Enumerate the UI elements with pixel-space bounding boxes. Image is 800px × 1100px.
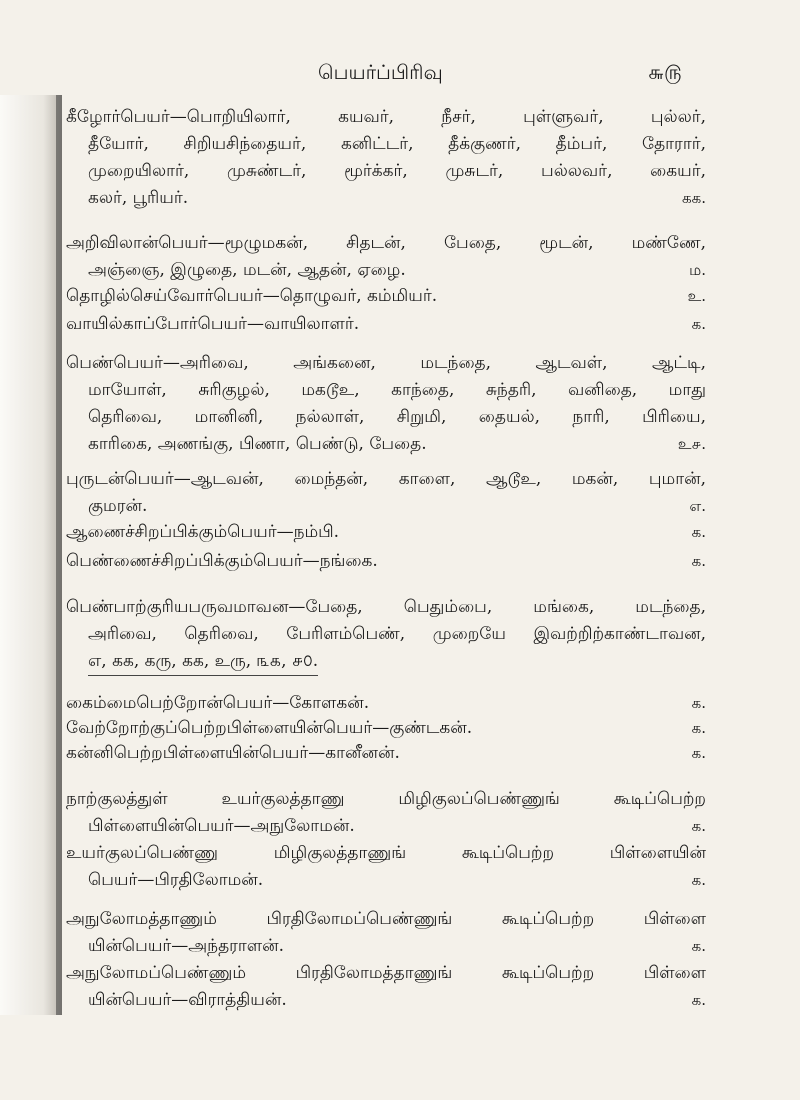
entry-line: பெயர்—பிரதிலோமன். (88, 870, 264, 890)
entry-line: அஞ்ஞை, இழுதை, மடன், ஆதன், ஏழை. (88, 260, 406, 280)
verse-number: க. (691, 817, 706, 835)
entry-guard-names (66, 311, 706, 338)
verse-number: க. (691, 991, 706, 1009)
verse-number: உ. (687, 287, 706, 305)
entry-line: பிள்ளையின்பெயர்—அநுலோமன். (88, 816, 355, 836)
verse-number: க. (691, 315, 706, 333)
verse-number: க. (691, 694, 706, 712)
entry-line: உயர்குலப்பெண்ணு மிழிகுலத்தாணுங் கூடிப்பெற்ற பிள்ளையின் (66, 843, 706, 863)
entry-other-man-son (66, 715, 706, 742)
entry-line: வேற்றோற்குப்பெற்றபிள்ளையின்பெயர்—குண்டகன். (66, 718, 473, 738)
entry-line: தீயோர், சிறியசிந்தையர், கனிட்டர், தீக்குணர், தீம்பர், தோரார், (88, 134, 706, 154)
entry-line: பெண்பெயர்—அரிவை, அங்கனை, மடந்தை, ஆடவள், ஆட்டி, (66, 353, 706, 373)
entry-workers-names (66, 283, 706, 310)
entry-vratya (66, 960, 706, 1014)
entry-line: அநுலோமப்பெண்ணும் பிரதிலோமத்தாணுங் கூடிப்பெற்ற பிள்ளை (66, 963, 706, 983)
entry-lowly-names (66, 104, 706, 212)
page-header (0, 60, 800, 90)
entry-line: கலர், பூரியர். (88, 188, 189, 208)
entry-line: யின்பெயர்—அந்தராளன். (88, 936, 285, 956)
verse-number: க. (691, 552, 706, 570)
entry-female-ages (66, 594, 706, 676)
entry-honored-woman (66, 548, 706, 575)
entry-line: வாயில்காப்போர்பெயர்—வாயிலாளர். (66, 314, 360, 334)
verse-number: க. (691, 719, 706, 737)
entry-line: ஆணைச்சிறப்பிக்கும்பெயர்—நம்பி. (66, 522, 340, 542)
entry-line: தொழில்செய்வோர்பெயர்—தொழுவர், கம்மியர். (66, 286, 438, 306)
page-number: ௬௫ (648, 60, 682, 84)
entry-line: அநுலோமத்தாணும் பிரதிலோமப்பெண்ணுங் கூடிப்பெற்ற பிள்ளை (66, 909, 706, 929)
entry-line: மாயோள், சுரிகுழல், மகடூஉ, காந்தை, சுந்தரி, வனிதை, மாது (88, 380, 706, 400)
verse-number: க. (691, 937, 706, 955)
entry-line: நாற்குலத்துள் உயர்குலத்தாணு மிழிகுலப்பெண்ணுங் கூடிப்பெற்ற (66, 789, 706, 809)
entry-line: புருடன்பெயர்—ஆடவன், மைந்தன், காளை, ஆடூஉ, மகன், புமான், (66, 469, 706, 489)
verse-number: க. (691, 523, 706, 541)
verse-number: ம. (689, 261, 706, 279)
entry-line: அரிவை, தெரிவை, பேரிளம்பெண், முறையே இவற்றிற்காண்டாவன, (88, 624, 706, 644)
entry-line: முறையிலார், முசுண்டர், மூர்க்கர், முசுடர், பல்லவர், கையர், (88, 161, 706, 181)
binding-shadow (0, 95, 62, 1015)
entry-line (66, 648, 706, 676)
verse-number: எ. (689, 497, 706, 515)
entry-line: கைம்மைபெற்றோன்பெயர்—கோளகன். (66, 693, 370, 713)
verse-number: உ௪. (677, 435, 706, 453)
binding-edge (56, 95, 62, 1015)
entry-line: பெண்பாற்குரியபருவமாவன—பேதை, பெதும்பை, மங்கை, மடந்தை, (66, 597, 706, 617)
entry-widow-son (66, 690, 706, 717)
entry-line: குமரன். (88, 496, 148, 516)
entry-anuloma (66, 786, 706, 840)
page-title: பெயர்ப்பிரிவு (318, 60, 443, 84)
entry-woman-names (66, 350, 706, 458)
entry-line: காரிகை, அணங்கு, பிணா, பெண்டு, பேதை. (88, 434, 427, 454)
entry-line: அறிவிலான்பெயர்—மூழுமகன், சிதடன், பேதை, மூடன், மண்ணே, (66, 233, 706, 253)
entry-man-names (66, 466, 706, 520)
entry-line: கீழோர்பெயர்—பொறியிலார், கயவர், நீசர், புள்ளுவர், புல்லர், (66, 107, 706, 127)
verse-number: க. (691, 744, 706, 762)
entry-line: தெரிவை, மானினி, நல்லாள், சிறுமி, தையல், நாரி, பிரியை, (88, 407, 706, 427)
entry-ignorant-names (66, 230, 706, 284)
verse-number: கக. (682, 189, 706, 207)
underlined-ages: எ, கக, கரு, கக, உரு, ௩௧, ௪௦. (88, 648, 318, 676)
verse-number: க. (691, 871, 706, 889)
entry-pratiloma (66, 840, 706, 894)
entry-honored-man (66, 519, 706, 546)
entry-antarala (66, 906, 706, 960)
entry-maiden-son (66, 740, 706, 767)
entry-line: பெண்ணைச்சிறப்பிக்கும்பெயர்—நங்கை. (66, 551, 378, 571)
entry-line: யின்பெயர்—விராத்தியன். (88, 990, 287, 1010)
entry-line: கன்னிபெற்றபிள்ளையின்பெயர்—கானீனன். (66, 743, 400, 763)
